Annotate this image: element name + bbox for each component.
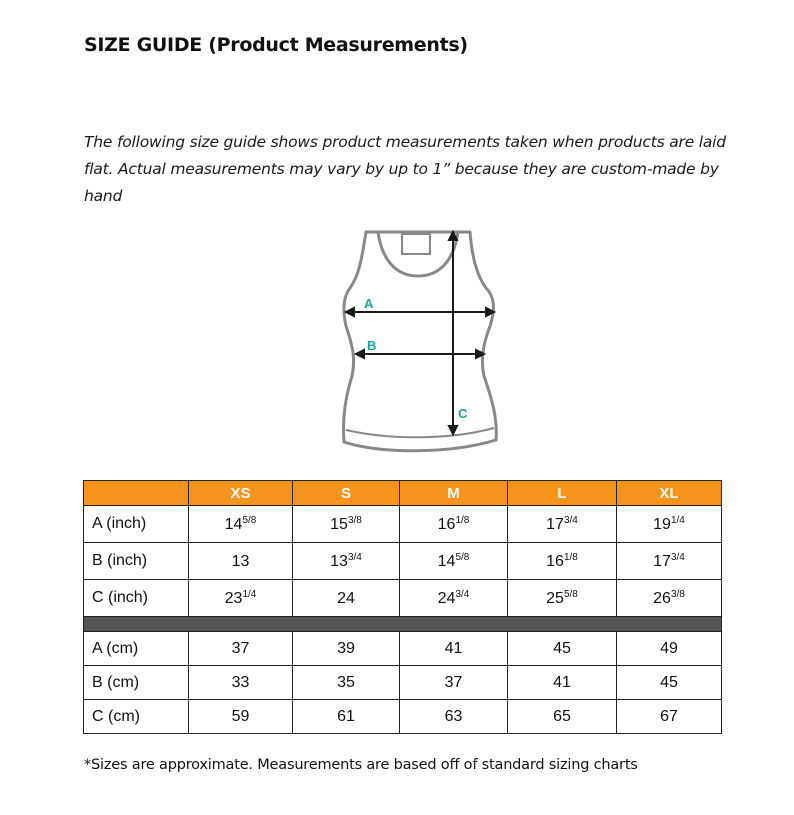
header-cell-xs: XS xyxy=(189,481,293,506)
table-header-row xyxy=(84,481,722,506)
row-label: B (cm) xyxy=(84,666,189,700)
table-cell: $16^{1/8}$ xyxy=(508,543,617,580)
table-cell: 37 xyxy=(189,632,293,666)
table-cell: $16^{1/8}$ xyxy=(400,506,508,543)
label-c: C xyxy=(458,406,468,421)
table-row xyxy=(84,506,722,543)
table-row xyxy=(84,632,722,666)
header-cell-xl: XL xyxy=(617,481,722,506)
table-cell: $26^{3/8}$ xyxy=(617,580,722,617)
intro-paragraph: The following size guide shows product measurements taken when products are laid flat. Actual measurements may vary by up to 1” because they are custom-made by hand xyxy=(84,133,726,205)
table-cell: $19^{1/4}$ xyxy=(617,506,722,543)
table-cell: 61 xyxy=(293,700,400,734)
table-cell: 59 xyxy=(189,700,293,734)
header-cell-m: M xyxy=(400,481,508,506)
table-cell: $15^{3/8}$ xyxy=(293,506,400,543)
footnote: *Sizes are approximate. Measurements are based off of standard sizing charts xyxy=(84,757,638,773)
table-cell: 45 xyxy=(617,666,722,700)
tank-top-diagram xyxy=(330,226,510,458)
label-a: A xyxy=(364,296,374,311)
row-label: C (inch) xyxy=(84,580,189,617)
table-row xyxy=(84,580,722,617)
table-cell: 33 xyxy=(189,666,293,700)
table-cell: 49 xyxy=(617,632,722,666)
table-cell: 13 xyxy=(189,543,293,580)
row-label: A (cm) xyxy=(84,632,189,666)
table-cell: 39 xyxy=(293,632,400,666)
table-cell: 24 xyxy=(293,580,400,617)
label-b: B xyxy=(367,338,377,353)
page-title: SIZE GUIDE (Product Measurements) xyxy=(84,34,468,56)
table-cell: 35 xyxy=(293,666,400,700)
table-cell: 67 xyxy=(617,700,722,734)
header-cell-empty xyxy=(84,481,189,506)
row-label: C (cm) xyxy=(84,700,189,734)
header-cell-s: S xyxy=(293,481,400,506)
table-cell: 37 xyxy=(400,666,508,700)
table-cell: $14^{5/8}$ xyxy=(400,543,508,580)
table-cell: $25^{5/8}$ xyxy=(508,580,617,617)
table-cell: 63 xyxy=(400,700,508,734)
table-cell: 45 xyxy=(508,632,617,666)
header-cell-l: L xyxy=(508,481,617,506)
table-cell: 41 xyxy=(508,666,617,700)
separator-cell xyxy=(84,617,722,632)
size-table xyxy=(83,480,722,734)
row-label: B (inch) xyxy=(84,543,189,580)
table-separator-row xyxy=(84,617,722,632)
table-row xyxy=(84,543,722,580)
measure-line-c xyxy=(449,232,457,434)
table-cell: $23^{1/4}$ xyxy=(189,580,293,617)
table-cell: $17^{3/4}$ xyxy=(508,506,617,543)
table-cell: $24^{3/4}$ xyxy=(400,580,508,617)
table-row xyxy=(84,666,722,700)
table-cell: 41 xyxy=(400,632,508,666)
table-cell: $14^{5/8}$ xyxy=(189,506,293,543)
row-label: A (inch) xyxy=(84,506,189,543)
table-cell: $17^{3/4}$ xyxy=(617,543,722,580)
table-cell: 65 xyxy=(508,700,617,734)
table-cell: $13^{3/4}$ xyxy=(293,543,400,580)
table-row xyxy=(84,700,722,734)
